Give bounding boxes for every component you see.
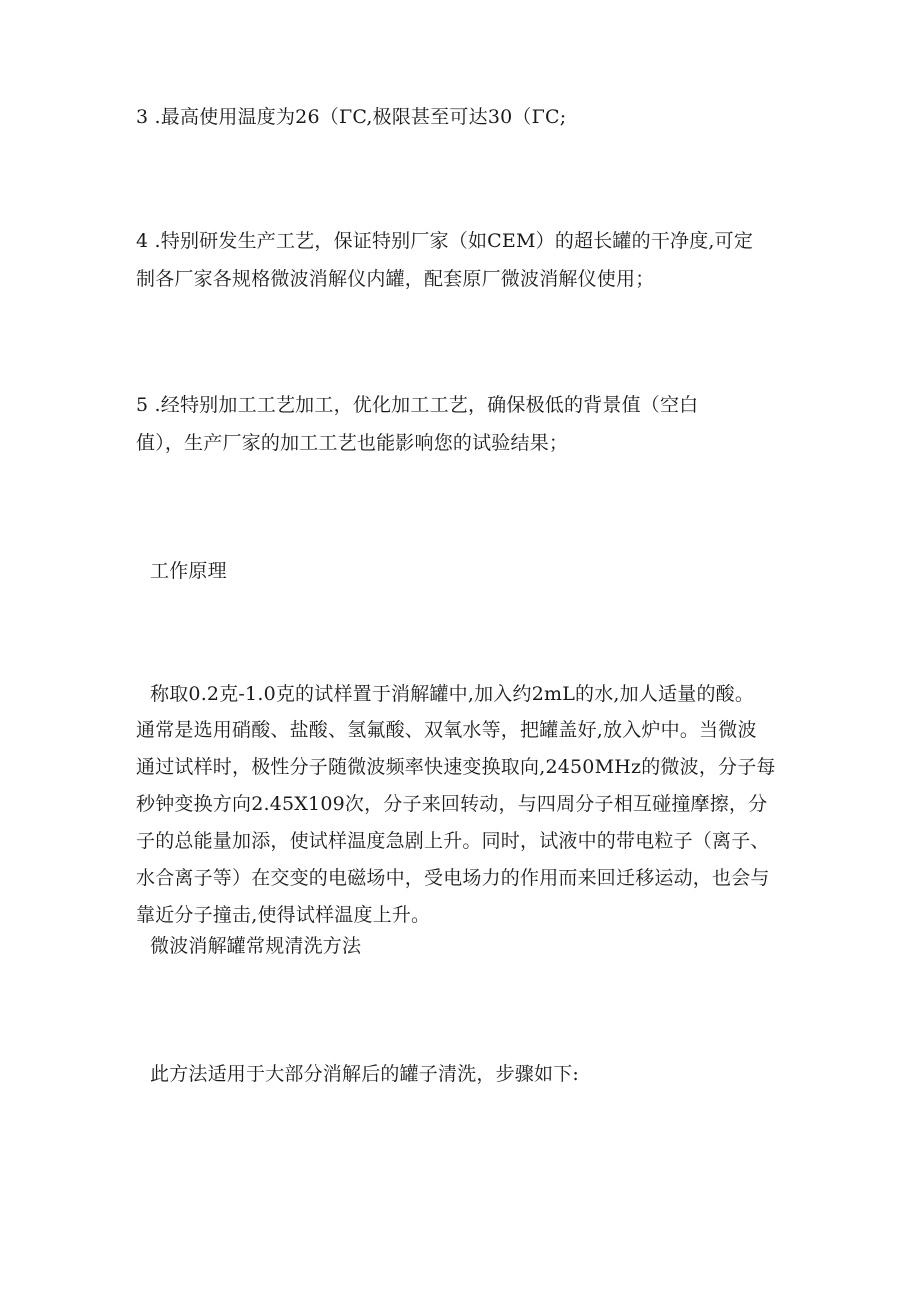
item-5-line-2: 值），生产厂家的加工工艺也能影响您的试验结果； <box>136 432 569 454</box>
item-5-line-1: 5 .经特别加工工艺加工，优化加工工艺，确保极低的背景值（空白 <box>136 394 699 416</box>
principle-line-4: 秒钟变换方向2.45X109次，分子来回转动，与四周分子相互碰撞摩擦，分 <box>136 793 768 815</box>
principle-line-6: 水合离子等）在交变的电磁场中，受电场力的作用而来回迁移运动，也会与 <box>136 867 770 889</box>
item-3-line-1: 3 .最高使用温度为26（ΓC,极限甚至可达30（ΓC; <box>136 106 567 128</box>
principle-line-5: 子的总能量加添，使试样温度急剧上升。同时，试液中的带电粒子（离子、 <box>136 830 770 852</box>
cleaning-intro: 此方法适用于大部分消解后的罐子清洗，步骤如下: <box>150 1063 580 1085</box>
principle-line-3: 通过试样时，极性分子随微波频率快速变换取向,2450MHz的微波，分子每 <box>136 756 776 778</box>
principle-line-2: 通常是选用硝酸、盐酸、氢氟酸、双氧水等，把罐盖好,放入炉中。当微波 <box>136 719 757 741</box>
principle-line-7: 靠近分子撞击,使得试样温度上升。 <box>136 904 431 926</box>
section-heading-working-principle: 工作原理 <box>150 560 227 582</box>
section-heading-cleaning: 微波消解罐常规清洗方法 <box>150 935 362 957</box>
item-4-line-2: 制各厂家各规格微波消解仪内罐，配套原厂微波消解仪使用； <box>136 268 655 290</box>
item-4-line-1: 4 .特别研发生产工艺，保证特别厂家（如CEM）的超长罐的干净度,可定 <box>136 230 754 252</box>
principle-line-1: 称取0.2克-1.0克的试样置于消解罐中,加入约2mL的水,加人适量的酸。 <box>150 683 755 705</box>
